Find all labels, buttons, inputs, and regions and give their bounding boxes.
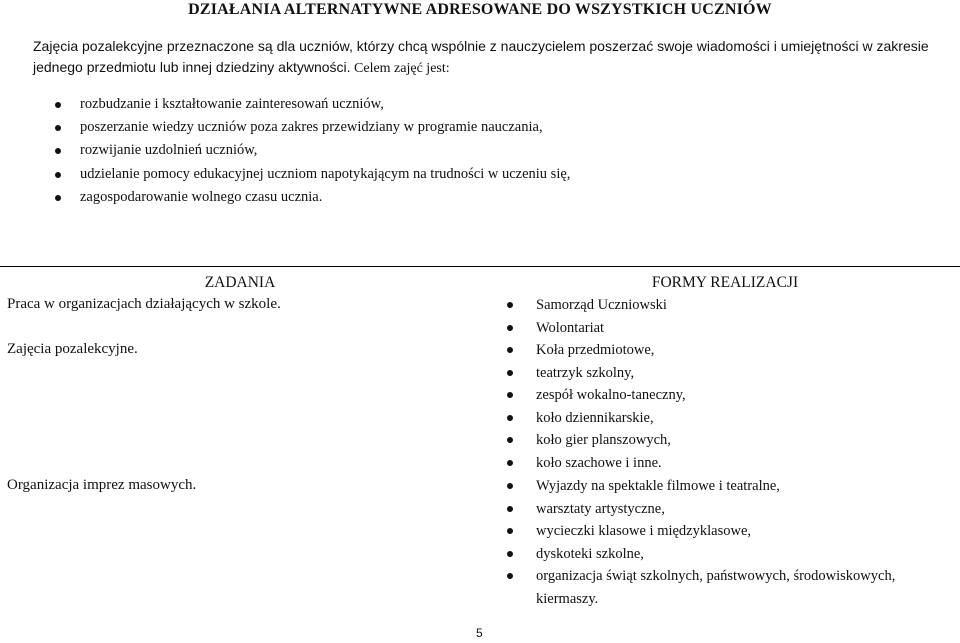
form-item: zespół wokalno-taneczny, [507,384,686,407]
document-title: DZIAŁANIA ALTERNATYWNE ADRESOWANE DO WSZYSTKICH UCZNIÓW [188,1,772,18]
form-item: teatrzyk szkolny, [507,362,686,385]
form-item: koło szachowe i inne. [507,452,686,475]
form-item: koło dziennikarskie, [507,407,686,430]
goal-item: udzielanie pomocy edukacyjnej uczniom napotykającym na trudności w uczeniu się, [55,163,570,186]
goal-item: rozwijanie uzdolnień uczniów, [55,139,570,162]
form-item: warsztaty artystyczne, [507,498,947,521]
intro-paragraph [33,36,933,79]
form-item: Samorząd Uczniowski [507,294,667,317]
task-cell: Organizacja imprez masowych. [7,477,197,493]
task-cell: Zajęcia pozalekcyjne. [7,341,138,357]
form-item: Wyjazdy na spektakle filmowe i teatralne, [507,475,947,498]
forms-list [507,339,686,475]
form-item: Koła przedmiotowe, [507,339,686,362]
goals-list [55,93,570,209]
intro-main-text: Zajęcia pozalekcyjne przeznaczone są dla uczniów, którzy chcą wspólnie z nauczycielem poszerzać swoje wiadomości i umiejętności w zakresie jednego przedmiotu lub innej dziedziny aktywności. [33,38,929,75]
form-item: dyskoteki szkolne, [507,543,947,566]
form-item: wycieczki klasowe i międzyklasowe, [507,520,947,543]
intro-tail-text: Celem zajęć jest: [350,61,450,76]
page-number: 5 [476,626,483,640]
goal-item: zagospodarowanie wolnego czasu ucznia. [55,186,570,209]
task-cell: Praca w organizacjach działających w szkole. [7,296,281,312]
goal-item: rozbudzanie i kształtowanie zainteresowań uczniów, [55,93,570,116]
forms-list [507,475,947,611]
tasks-table [0,266,960,623]
forms-list [507,294,667,339]
form-item: organizacja świąt szkolnych, państwowych, środowiskowych, kiermaszy. [507,565,947,610]
form-item: Wolontariat [507,317,667,340]
form-item: koło gier planszowych, [507,429,686,452]
header-tasks: ZADANIA [204,274,276,291]
goal-item: poszerzanie wiedzy uczniów poza zakres przewidziany w programie nauczania, [55,116,570,139]
header-forms: FORMY REALIZACJI [651,274,799,291]
